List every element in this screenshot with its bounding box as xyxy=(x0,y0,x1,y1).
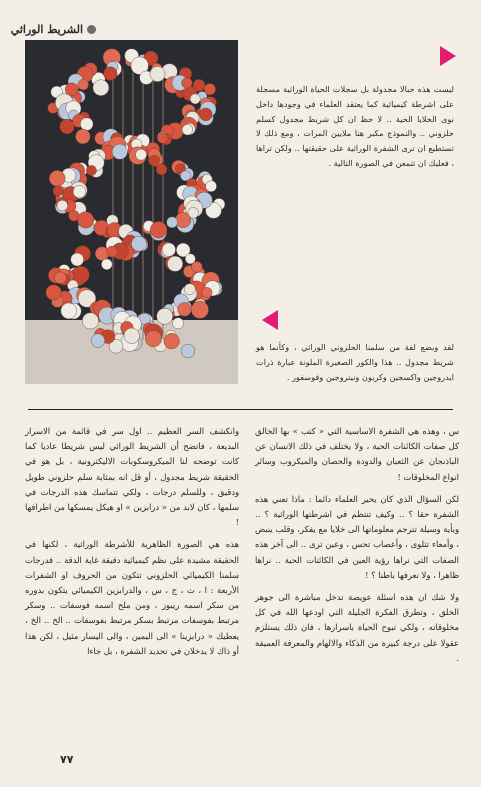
atom-ball xyxy=(182,125,193,136)
atom-ball xyxy=(49,170,65,186)
atom-ball xyxy=(46,285,62,301)
atom-ball xyxy=(104,67,118,81)
atom-ball xyxy=(191,301,208,318)
dna-helix-illustration xyxy=(25,40,238,384)
section-divider xyxy=(28,409,453,410)
atom-ball xyxy=(156,164,167,175)
atom-ball xyxy=(91,334,105,348)
atom-ball xyxy=(190,94,200,104)
atom-ball xyxy=(101,259,112,270)
atom-ball xyxy=(150,66,165,81)
atom-ball xyxy=(78,212,94,228)
atom-ball xyxy=(80,118,93,131)
atom-ball xyxy=(61,303,77,319)
atom-ball xyxy=(93,80,109,96)
atom-ball xyxy=(149,155,160,166)
atom-ball xyxy=(131,236,146,251)
paragraph: س ، وهذه هي الشفرة الاساسية التي « كتب » بها الخالق كل صفات الكائنات الحية ، ولا يختلف في ذلك الانسان عن الباذنجان عن الثعبان والدودة والحصان والميكروب وسائر انواع المخلوقات ! xyxy=(255,426,459,482)
atom-ball xyxy=(57,200,68,211)
atom-ball xyxy=(124,328,140,344)
bullet-dot-icon xyxy=(87,25,96,34)
paragraph: لكن السؤال الذي كان يحير العلماء دائما : ماذا تعني هذه الشفرة حقا ؟ .. وكيف تنتظم في اشرطتها الوراثية ؟ .. وبأية وسيلة تترجم معلوماتها الى خلايا مع يفكر، وقلب ينبض ، وأمعاء تتلوى ، وأعصاب تحس ، وعين ترى .. الى آخر هذه الصفات التي نراها رؤية العين في الكائنات الحية .. نراها ظاهرا ، ولا نعرفها باطنا ؟ ! xyxy=(255,493,459,580)
atom-ball xyxy=(199,108,212,121)
atom-ball xyxy=(191,262,202,273)
page-number: ٧٧ xyxy=(60,753,74,766)
atom-ball xyxy=(82,313,98,329)
atom-ball xyxy=(60,119,75,134)
atom-ball xyxy=(86,165,96,175)
atom-ball xyxy=(164,333,180,349)
atom-ball xyxy=(112,144,127,159)
atom-ball xyxy=(182,78,193,89)
caption-marker-icon xyxy=(440,46,456,66)
atom-ball xyxy=(167,256,182,271)
text-column-right xyxy=(255,424,459,673)
atom-ball xyxy=(136,149,147,160)
dna-model-photo xyxy=(25,40,238,384)
atom-ball xyxy=(175,212,190,227)
atom-ball xyxy=(78,79,89,90)
chapter-title: الشريط الوراثي xyxy=(10,22,83,36)
atom-ball xyxy=(193,79,205,91)
paragraph: ولا شك ان هذه اسئلة عويصة تدخل مباشرة الى جوهر الخلق ، وتطرق الفكرة الجليلة التي اودعها الله في كل مخلوقاته ، ولكي تبوح الحياة باسرارها ، فان ذلك يستلزم عقولا على درجة كبيرة من الذكاء والالهام والمعرفة العميقة . xyxy=(255,592,459,663)
photo-caption-1: ليست هذه حبالا مجدولة بل سجلات الحياة الوراثية مسجلة على اشرطة كيميائية كما يعتقد العلماء في وجودها داخل نوى الخلايا الحية .. لا حظ ان كل شريط مجدول كسلم حلزوني .. والنموذج مكبر هنا ملايين المرات ، ومع ذلك لا تستطيع ان ترى الشفرة الوراثية على حقيقتها .. ولكن تراها ، فعليك ان تتمعن في الصورة التالية . xyxy=(256,84,454,168)
atom-ball xyxy=(71,253,84,266)
text-column-left xyxy=(25,424,239,666)
atom-ball xyxy=(172,318,183,329)
atom-ball xyxy=(54,272,66,284)
paragraph: هذه هي الصورة الظاهرية للأشرطة الوراثية ، لكنها في الحقيقة مشيدة على نظم كيميائية دقيقة غاية الدقة .. فدرجات سلمنا الكيميائي الحلزوني تتكون من الحروف او الشفرات الأربعة : ا ، ث ، ج ، س ، والدرابزين الكيميائي يتكون بدوره من سكر اسمه ريبوز ، ومن ملح اسمه فوسفات .. وسكر مرتبط بفوسفات مرتبط بسكر مرتبط بفوسفات .. الخ .. الخ ، يعطيك « درابزينا » الى اليمين ، والى اليسار مثيل ، لكن هذا أو ذاك لا يدخلان في تحديد الشفرة ، بل جاءا xyxy=(25,539,239,656)
chapter-header xyxy=(6,20,96,38)
atom-ball xyxy=(181,344,195,358)
atom-ball xyxy=(145,331,161,347)
atom-ball xyxy=(206,181,217,192)
atom-ball xyxy=(150,222,167,239)
atom-ball xyxy=(76,129,91,144)
caption-marker-icon xyxy=(262,310,278,330)
atom-ball xyxy=(202,287,212,297)
atom-ball xyxy=(162,243,176,257)
atom-ball xyxy=(157,308,173,324)
atom-ball xyxy=(107,246,118,257)
paragraph: وانكشف السر العظيم .. اول سر في قائمة من الاسرار البديعة ، فاتضح أن الشريط الوراثي ليس شريطا عاديا كما كانت توضحه لنا الميكروسكوبات الاليكترونية ، بل هو في الحقيقة شريط مجدول ، أو قل انه بمثابة سلم حلزوني طويل ودقيق ، وللسلم درجات ، ولكي تتماسك هذه الدرجات في سلمها ، كان لابد من « درابزين » او هيكل يمسكها من اطرافها ! xyxy=(25,426,239,528)
photo-caption-2: لقد وبضع لفة من سلمنا الحلزوني الوراثي ، وكأنما هو شريط مجدول .. هذا والكور الصغيرة الملونة عبارة ذرات ايدروجين واكسجين وكربون ونيتروجين وفوسفور . xyxy=(256,342,454,382)
atom-ball xyxy=(178,303,192,317)
atom-ball xyxy=(184,284,195,295)
atom-ball xyxy=(158,133,169,144)
atom-ball xyxy=(167,217,178,228)
atom-ball xyxy=(73,185,86,198)
